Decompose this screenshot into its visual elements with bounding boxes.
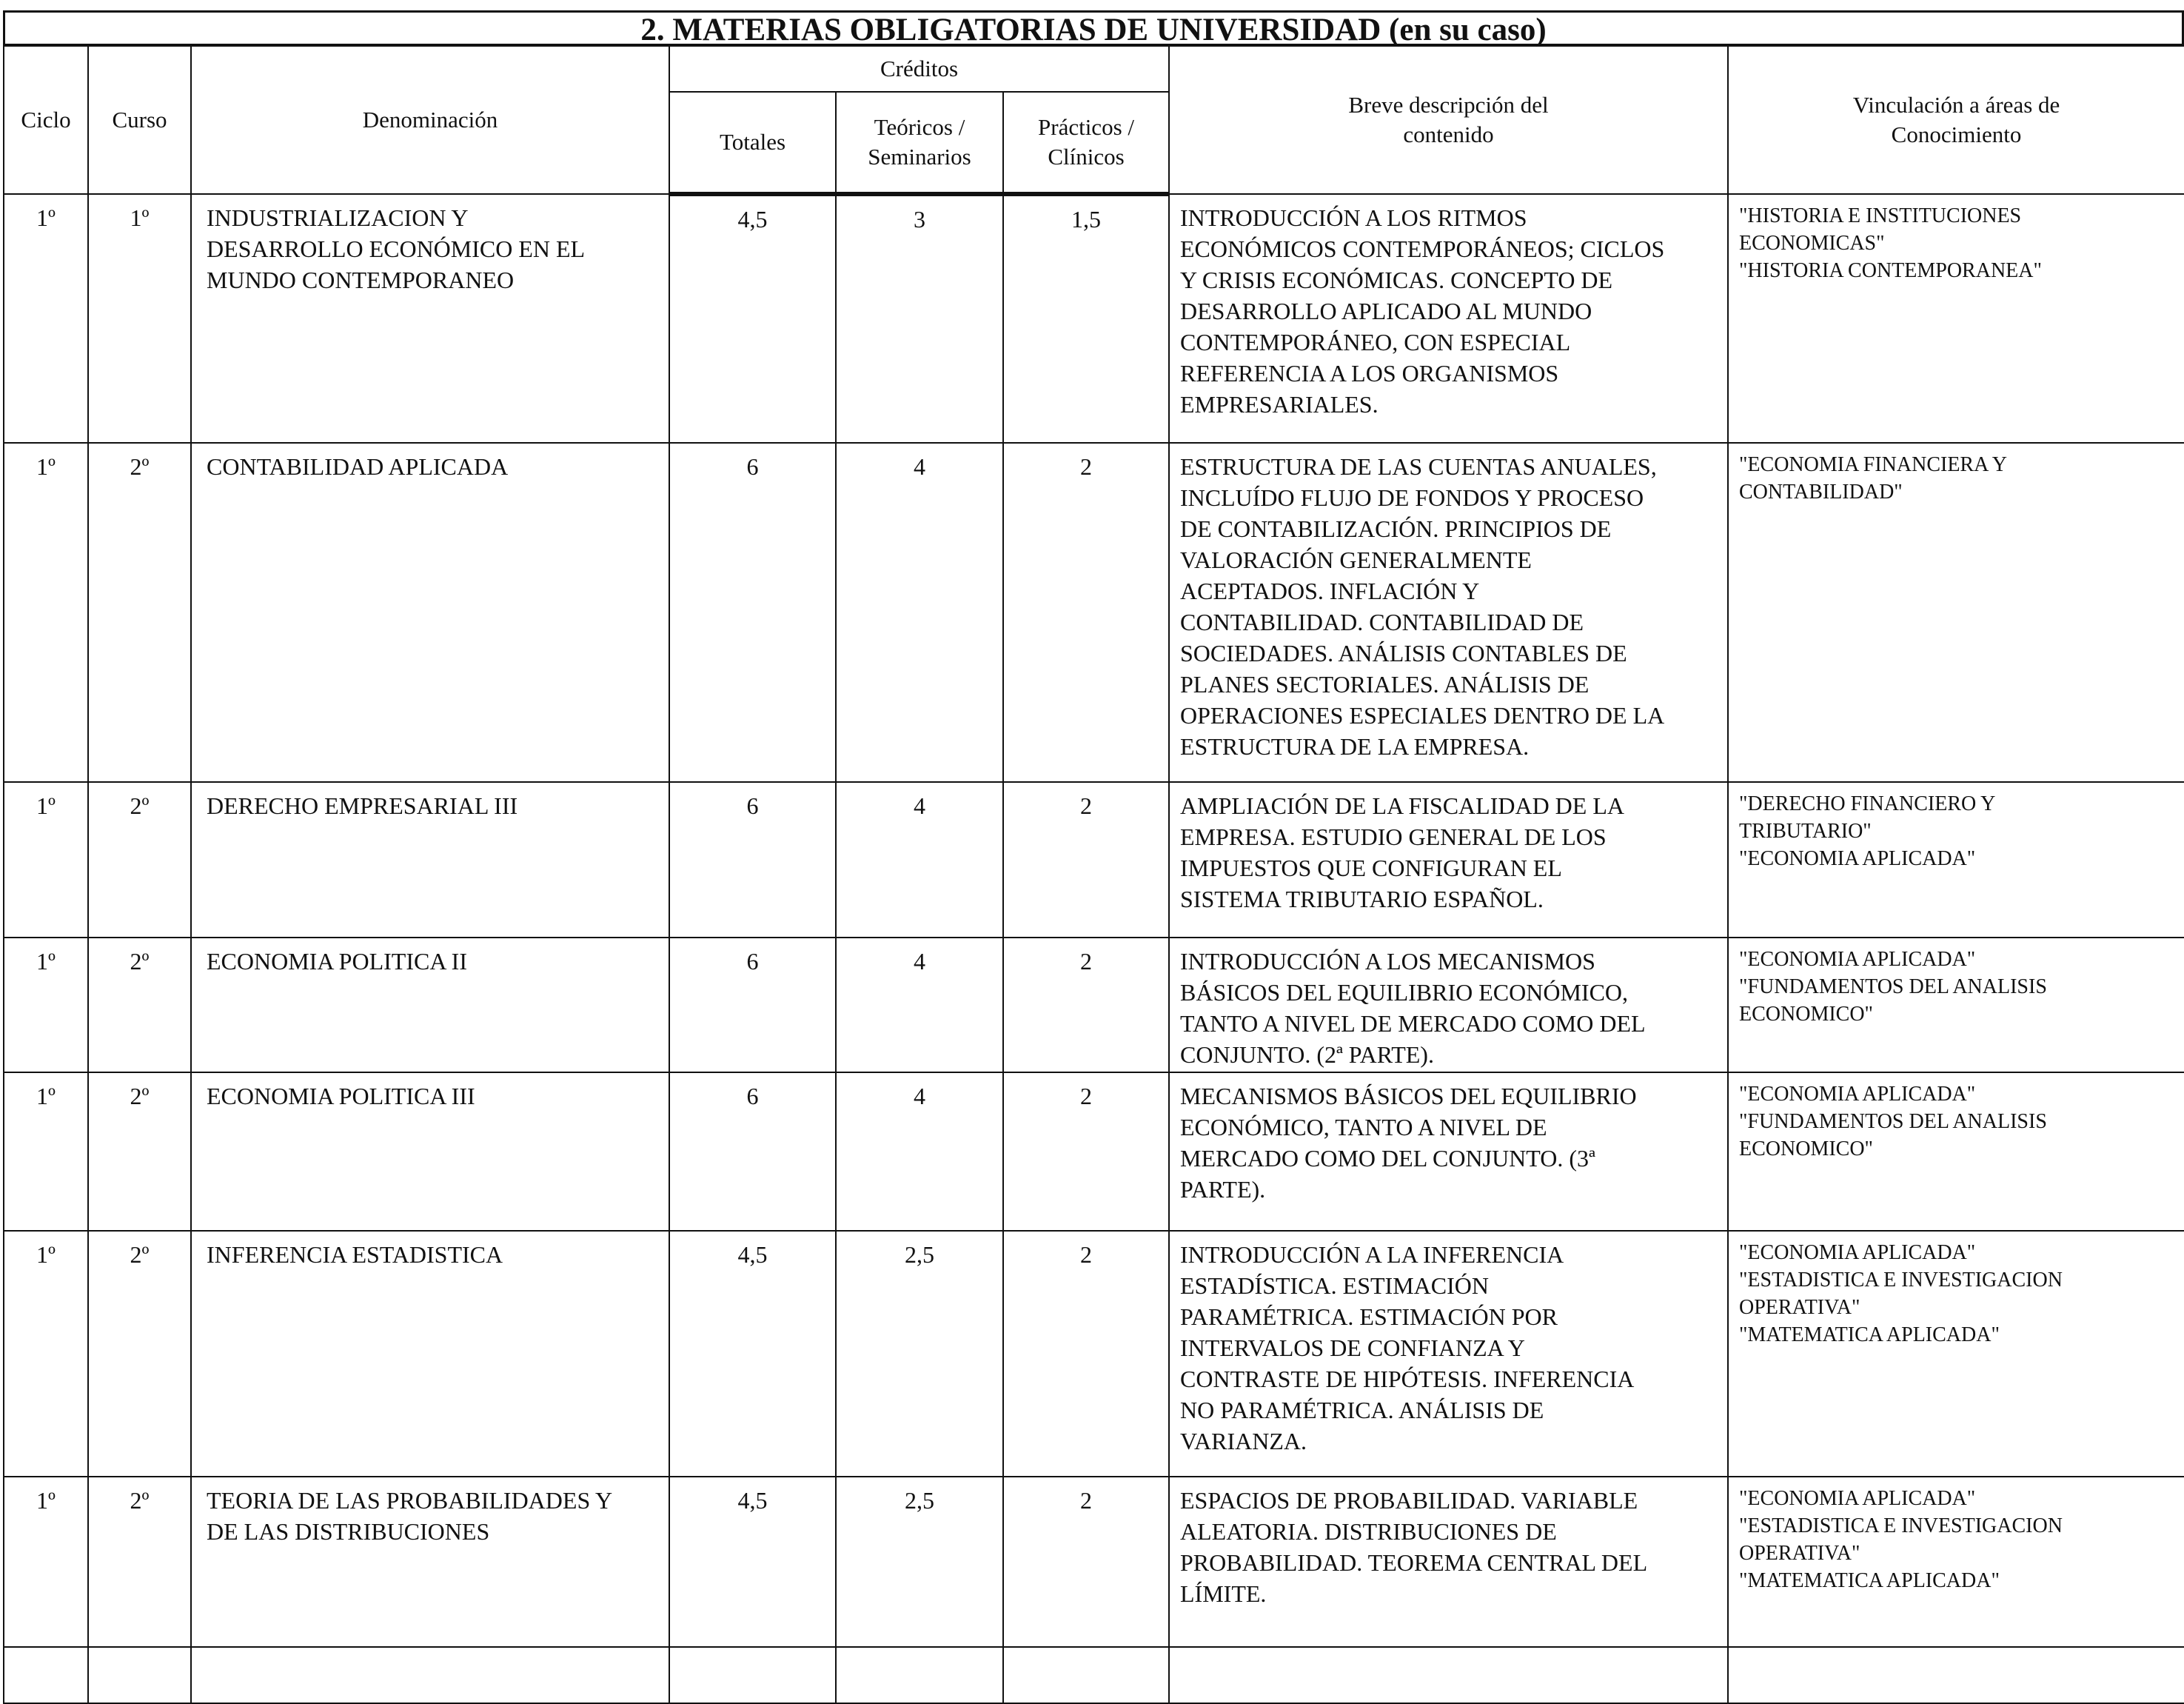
cell-teoricos: 4 xyxy=(836,443,1003,782)
cell-teoricos: 2,5 xyxy=(836,1231,1003,1477)
cell-totales: 6 xyxy=(669,443,836,782)
empty-cell xyxy=(191,1647,669,1703)
area-item: "ECONOMIA FINANCIERA Y CONTABILIDAD" xyxy=(1739,453,2007,504)
table-row xyxy=(4,443,2184,782)
cell-practicos: 2 xyxy=(1003,938,1169,1072)
cell-descripcion: MECANISMOS BÁSICOS DEL EQUILIBRIO ECONÓMICO, TANTO A NIVEL DE MERCADO COMO DEL CONJUNTO. (3ª PARTE). xyxy=(1169,1072,1728,1231)
header-curso: Curso xyxy=(88,46,191,194)
cell-vinculacion xyxy=(1728,782,2184,938)
cell-vinculacion xyxy=(1728,194,2184,443)
cell-ciclo: 1º xyxy=(4,1072,88,1231)
cell-denominacion: INDUSTRIALIZACION Y DESARROLLO ECONÓMICO EN EL MUNDO CONTEMPORANEO xyxy=(191,194,669,443)
area-item: "FUNDAMENTOS DEL ANALISIS ECONOMICO" xyxy=(1739,1110,2047,1160)
area-item: "MATEMATICA APLICADA" xyxy=(1739,1323,2000,1346)
empty-cell xyxy=(669,1647,836,1703)
header-ciclo: Ciclo xyxy=(4,46,88,194)
empty-cell xyxy=(1728,1647,2184,1703)
cell-practicos: 2 xyxy=(1003,782,1169,938)
table-row xyxy=(4,1477,2184,1647)
area-item: "ESTADISTICA E INVESTIGACION OPERATIVA" xyxy=(1739,1514,2063,1565)
table-row xyxy=(4,194,2184,443)
header-teoricos: Teóricos / Seminarios xyxy=(836,92,1003,194)
cell-denominacion: ECONOMIA POLITICA III xyxy=(191,1072,669,1231)
table-row xyxy=(4,1072,2184,1231)
cell-descripcion: INTRODUCCIÓN A LOS RITMOS ECONÓMICOS CONTEMPORÁNEOS; CICLOS Y CRISIS ECONÓMICAS. CONCEPTO DE DESARROLLO APLICADO AL MUNDO CONTEMPORÁNEO, CON ESPECIAL REFERENCIA A LOS ORGANISMOS EMPRESARIALES. xyxy=(1169,194,1728,443)
cell-teoricos: 3 xyxy=(836,194,1003,443)
cell-practicos: 2 xyxy=(1003,1231,1169,1477)
header-descripcion: Breve descripción del contenido xyxy=(1169,46,1728,194)
cell-ciclo: 1º xyxy=(4,1477,88,1647)
empty-cell xyxy=(1003,1647,1169,1703)
cell-denominacion: DERECHO EMPRESARIAL III xyxy=(191,782,669,938)
cell-teoricos: 4 xyxy=(836,1072,1003,1231)
cell-curso: 1º xyxy=(88,194,191,443)
cell-curso: 2º xyxy=(88,1072,191,1231)
cell-totales: 4,5 xyxy=(669,1231,836,1477)
cell-ciclo: 1º xyxy=(4,938,88,1072)
cell-vinculacion xyxy=(1728,1477,2184,1647)
area-item: "ECONOMIA APLICADA" xyxy=(1739,1487,1976,1510)
area-item: "ESTADISTICA E INVESTIGACION OPERATIVA" xyxy=(1739,1269,2063,1319)
empty-cell xyxy=(88,1647,191,1703)
cell-teoricos: 2,5 xyxy=(836,1477,1003,1647)
cell-ciclo: 1º xyxy=(4,194,88,443)
cell-denominacion: TEORIA DE LAS PROBABILIDADES Y DE LAS DISTRIBUCIONES xyxy=(191,1477,669,1647)
cell-denominacion: CONTABILIDAD APLICADA xyxy=(191,443,669,782)
cell-vinculacion xyxy=(1728,443,2184,782)
header-denominacion: Denominación xyxy=(191,46,669,194)
cell-curso: 2º xyxy=(88,1477,191,1647)
cell-denominacion: ECONOMIA POLITICA II xyxy=(191,938,669,1072)
cell-vinculacion xyxy=(1728,1072,2184,1231)
empty-cell xyxy=(1169,1647,1728,1703)
header-vinculacion: Vinculación a áreas de Conocimiento xyxy=(1728,46,2184,194)
header-practicos: Prácticos / Clínicos xyxy=(1003,92,1169,194)
cell-curso: 2º xyxy=(88,443,191,782)
cell-vinculacion xyxy=(1728,1231,2184,1477)
cell-ciclo: 1º xyxy=(4,782,88,938)
cell-totales: 6 xyxy=(669,938,836,1072)
cell-ciclo: 1º xyxy=(4,1231,88,1477)
cell-ciclo: 1º xyxy=(4,443,88,782)
cell-teoricos: 4 xyxy=(836,938,1003,1072)
subjects-table xyxy=(3,45,2184,1704)
table-row xyxy=(4,1231,2184,1477)
area-item: "ECONOMIA APLICADA" xyxy=(1739,847,1976,870)
area-item: "ECONOMIA APLICADA" xyxy=(1739,1241,1976,1264)
cell-curso: 2º xyxy=(88,1231,191,1477)
area-item: "MATEMATICA APLICADA" xyxy=(1739,1569,2000,1592)
empty-cell xyxy=(836,1647,1003,1703)
area-item: "ECONOMIA APLICADA" xyxy=(1739,1083,1976,1106)
area-item: "HISTORIA E INSTITUCIONES ECONOMICAS" xyxy=(1739,204,2022,255)
cell-practicos: 2 xyxy=(1003,443,1169,782)
cell-totales: 4,5 xyxy=(669,194,836,443)
cell-descripcion: INTRODUCCIÓN A LOS MECANISMOS BÁSICOS DEL EQUILIBRIO ECONÓMICO, TANTO A NIVEL DE MERCADO COMO DEL CONJUNTO. (2ª PARTE). xyxy=(1169,938,1728,1072)
cell-descripcion: ESTRUCTURA DE LAS CUENTAS ANUALES, INCLUÍDO FLUJO DE FONDOS Y PROCESO DE CONTABILIZACIÓN. PRINCIPIOS DE VALORACIÓN GENERALMENTE ACEPTADOS. INFLACIÓN Y CONTABILIDAD. CONTABILIDAD DE SOCIEDADES. ANÁLISIS CONTABLES DE PLANES SECTORIALES. ANÁLISIS DE OPERACIONES ESPECIALES DENTRO DE LA ESTRUCTURA DE LA EMPRESA. xyxy=(1169,443,1728,782)
header-totales: Totales xyxy=(669,92,836,194)
cell-vinculacion xyxy=(1728,938,2184,1072)
cell-descripcion: AMPLIACIÓN DE LA FISCALIDAD DE LA EMPRESA. ESTUDIO GENERAL DE LOS IMPUESTOS QUE CONFIGURAN EL SISTEMA TRIBUTARIO ESPAÑOL. xyxy=(1169,782,1728,938)
cell-totales: 6 xyxy=(669,1072,836,1231)
table-row xyxy=(4,938,2184,1072)
area-item: "HISTORIA CONTEMPORANEA" xyxy=(1739,259,2042,282)
cell-teoricos: 4 xyxy=(836,782,1003,938)
area-item: "DERECHO FINANCIERO Y TRIBUTARIO" xyxy=(1739,792,1996,843)
section-title: 2. MATERIAS OBLIGATORIAS DE UNIVERSIDAD (en su caso) xyxy=(3,10,2184,45)
cell-denominacion: INFERENCIA ESTADISTICA xyxy=(191,1231,669,1477)
cell-practicos: 2 xyxy=(1003,1072,1169,1231)
cell-totales: 4,5 xyxy=(669,1477,836,1647)
cell-descripcion: ESPACIOS DE PROBABILIDAD. VARIABLE ALEATORIA. DISTRIBUCIONES DE PROBABILIDAD. TEOREMA CENTRAL DEL LÍMITE. xyxy=(1169,1477,1728,1647)
cell-curso: 2º xyxy=(88,782,191,938)
cell-practicos: 1,5 xyxy=(1003,194,1169,443)
cell-descripcion: INTRODUCCIÓN A LA INFERENCIA ESTADÍSTICA. ESTIMACIÓN PARAMÉTRICA. ESTIMACIÓN POR INTERVALOS DE CONFIANZA Y CONTRASTE DE HIPÓTESIS. INFERENCIA NO PARAMÉTRICA. ANÁLISIS DE VARIANZA. xyxy=(1169,1231,1728,1477)
table-row-empty xyxy=(4,1647,2184,1703)
cell-curso: 2º xyxy=(88,938,191,1072)
table-row xyxy=(4,782,2184,938)
area-item: "ECONOMIA APLICADA" xyxy=(1739,948,1976,971)
cell-practicos: 2 xyxy=(1003,1477,1169,1647)
area-item: "FUNDAMENTOS DEL ANALISIS ECONOMICO" xyxy=(1739,975,2047,1026)
header-creditos: Créditos xyxy=(669,46,1169,92)
cell-totales: 6 xyxy=(669,782,836,938)
document-page xyxy=(0,10,2184,1704)
empty-cell xyxy=(4,1647,88,1703)
